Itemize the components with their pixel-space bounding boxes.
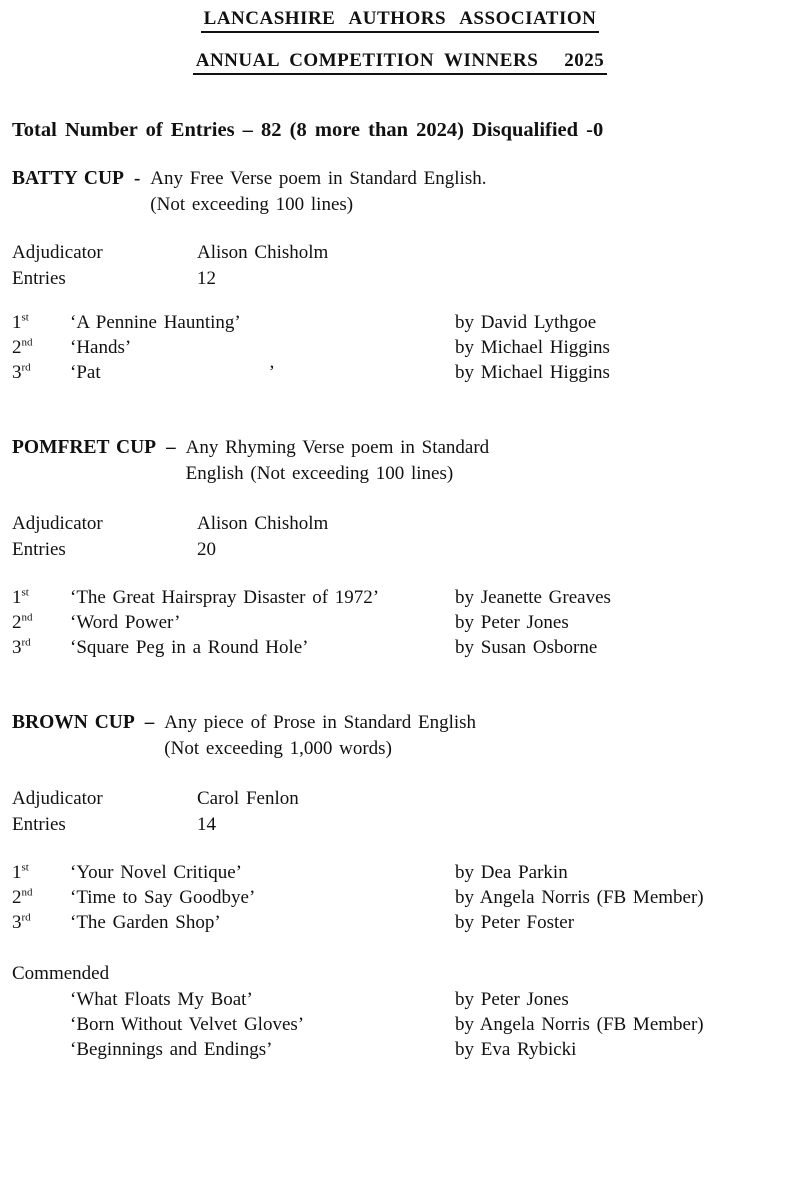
winner-title: ‘The Garden Shop’ <box>70 912 221 933</box>
winners-list <box>12 310 788 385</box>
cup-description-line2: English (Not exceeding 100 lines) <box>185 463 454 484</box>
winners-list <box>12 585 788 660</box>
winner-row <box>12 610 788 635</box>
winner-author: by Michael Higgins <box>455 362 610 383</box>
winner-row <box>12 585 788 610</box>
commended-author: by Eva Rybicki <box>455 1039 577 1060</box>
winner-title: ‘Hands’ <box>70 337 132 358</box>
document-subtitle <box>12 50 788 75</box>
cup-separator: – <box>166 437 176 458</box>
entries-label: Entries <box>12 539 66 560</box>
entries-row <box>12 537 788 563</box>
commended-row <box>12 987 788 1012</box>
winner-title: ‘Your Novel Critique’ <box>70 862 243 883</box>
adjudicator-row <box>12 786 788 812</box>
winner-author: by Peter Foster <box>455 912 575 933</box>
winner-row <box>12 910 788 935</box>
adjudicator-row <box>12 240 788 266</box>
commended-title: ‘What Floats My Boat’ <box>70 989 253 1010</box>
cup-description-line1: Any Rhyming Verse poem in Standard <box>185 437 490 458</box>
document-year: 2025 <box>564 50 605 71</box>
winner-author: by Susan Osborne <box>455 637 598 658</box>
entries-row <box>12 266 788 292</box>
document-header <box>12 8 788 75</box>
winner-title: ‘Pat ’ <box>70 362 275 383</box>
cup-description-line1: Any Free Verse poem in Standard English. <box>150 168 487 189</box>
commended-section <box>12 961 788 1062</box>
winner-row <box>12 885 788 910</box>
winner-author: by Dea Parkin <box>455 862 568 883</box>
section-batty-cup <box>12 166 788 385</box>
entries-count: 20 <box>197 539 216 560</box>
cup-description <box>186 435 490 487</box>
winner-row <box>12 335 788 360</box>
cup-separator: - <box>133 168 141 189</box>
cup-name: POMFRET CUP <box>12 437 157 458</box>
cup-header <box>12 435 788 487</box>
document-subtitle-text: ANNUAL COMPETITION WINNERS 2025 <box>193 50 608 75</box>
cup-meta <box>12 240 788 292</box>
winner-rank: 3rd <box>12 911 31 933</box>
winner-title: ‘Word Power’ <box>70 612 181 633</box>
cup-separator: – <box>144 712 155 733</box>
cup-name: BROWN CUP <box>12 712 135 733</box>
winner-row <box>12 310 788 335</box>
commended-row <box>12 1012 788 1037</box>
winner-author: by Peter Jones <box>455 612 569 633</box>
cup-header <box>12 166 788 218</box>
cup-name: BATTY CUP <box>12 168 124 189</box>
winner-author: by Angela Norris (FB Member) <box>455 887 704 908</box>
entries-label: Entries <box>12 814 66 835</box>
cup-description-line2: (Not exceeding 1,000 words) <box>164 738 392 759</box>
winner-title: ‘Square Peg in a Round Hole’ <box>70 637 309 658</box>
cup-description-line2: (Not exceeding 100 lines) <box>150 194 354 215</box>
winner-title: ‘The Great Hairspray Disaster of 1972’ <box>70 587 380 608</box>
winner-rank: 3rd <box>12 361 31 383</box>
document-title <box>12 8 788 33</box>
entries-summary: Total Number of Entries – 82 (8 more than 2024) Disqualified -0 <box>12 119 604 141</box>
commended-author: by Angela Norris (FB Member) <box>455 1014 704 1035</box>
winner-author: by Michael Higgins <box>455 337 610 358</box>
entries-count: 12 <box>197 268 216 289</box>
winner-row <box>12 360 788 385</box>
winner-row <box>12 635 788 660</box>
winner-rank: 2nd <box>12 886 33 908</box>
winner-rank: 1st <box>12 311 29 333</box>
section-pomfret-cup <box>12 435 788 660</box>
adjudicator-label: Adjudicator <box>12 242 103 263</box>
cup-header <box>12 710 788 762</box>
cup-description-line1: Any piece of Prose in Standard English <box>164 712 477 733</box>
winner-author: by Jeanette Greaves <box>455 587 611 608</box>
winner-rank: 2nd <box>12 336 33 358</box>
commended-label: Commended <box>12 963 110 984</box>
commended-author: by Peter Jones <box>455 989 569 1010</box>
commended-title: ‘Beginnings and Endings’ <box>70 1039 273 1060</box>
winner-row <box>12 860 788 885</box>
winners-list <box>12 860 788 935</box>
entries-label: Entries <box>12 268 66 289</box>
entries-row <box>12 812 788 838</box>
adjudicator-label: Adjudicator <box>12 788 103 809</box>
adjudicator-name: Carol Fenlon <box>197 788 299 809</box>
cup-meta <box>12 511 788 563</box>
entries-count: 14 <box>197 814 216 835</box>
winner-rank: 1st <box>12 861 29 883</box>
commended-row <box>12 1037 788 1062</box>
cup-description <box>164 710 476 762</box>
adjudicator-label: Adjudicator <box>12 513 103 534</box>
commended-title: ‘Born Without Velvet Gloves’ <box>70 1014 305 1035</box>
adjudicator-name: Alison Chisholm <box>197 513 329 534</box>
cup-meta <box>12 786 788 838</box>
document-title-text: LANCASHIRE AUTHORS ASSOCIATION <box>201 8 600 33</box>
winner-title: ‘Time to Say Goodbye’ <box>70 887 256 908</box>
section-brown-cup <box>12 710 788 935</box>
winner-author: by David Lythgoe <box>455 312 597 333</box>
winner-rank: 1st <box>12 586 29 608</box>
adjudicator-row <box>12 511 788 537</box>
winner-rank: 2nd <box>12 611 33 633</box>
adjudicator-name: Alison Chisholm <box>197 242 329 263</box>
winner-rank: 3rd <box>12 636 31 658</box>
cup-description <box>150 166 486 218</box>
winner-title: ‘A Pennine Haunting’ <box>70 312 241 333</box>
